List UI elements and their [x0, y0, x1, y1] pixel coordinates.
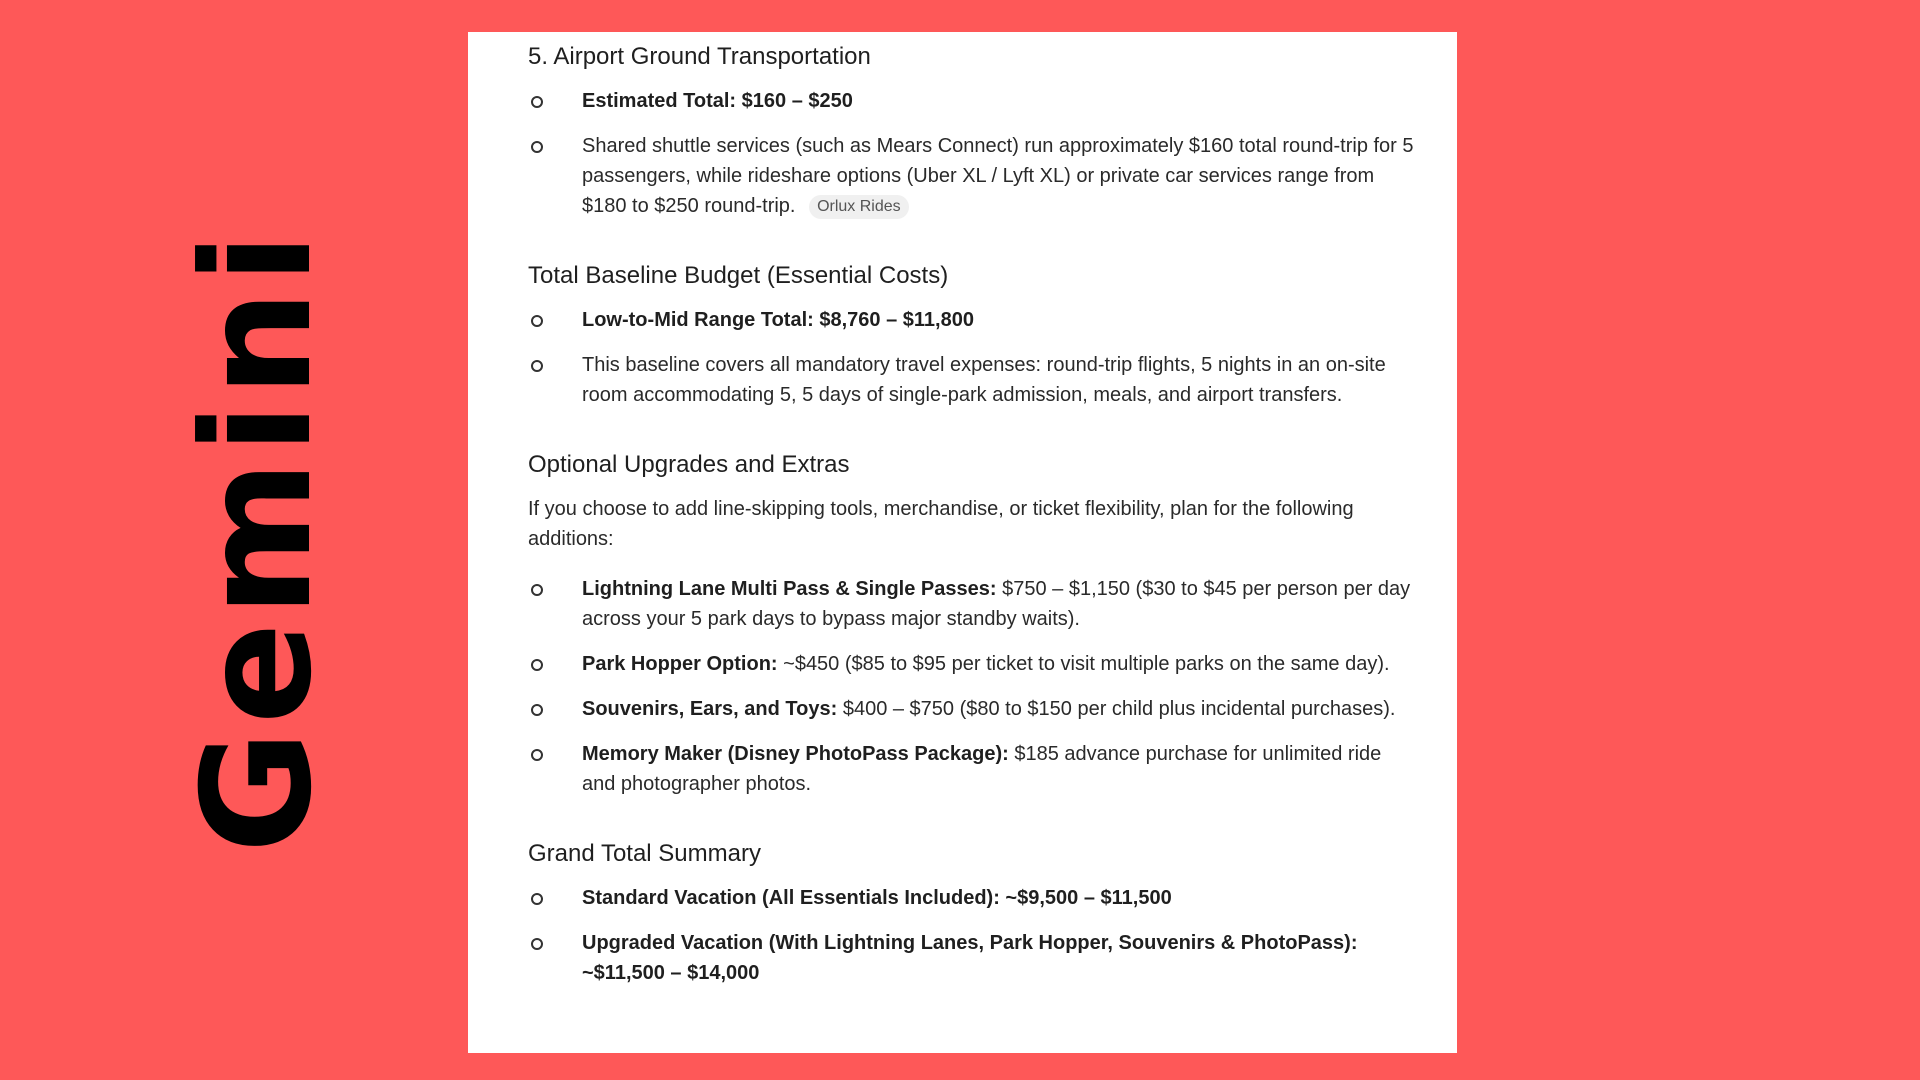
section-title: 5. Airport Ground Transportation — [528, 43, 871, 70]
list-item — [528, 350, 1417, 410]
hollow-bullet-icon — [531, 659, 543, 671]
list-item — [528, 739, 1417, 799]
list-item — [528, 86, 1417, 116]
item-bold-text: Standard Vacation (All Essentials Included): ~$9,500 – $11,500 — [582, 887, 1172, 909]
item-text: Shared shuttle services (such as Mears Connect) run approximately $160 total round-trip for 5 passengers, while rideshare options (Uber XL / Lyft XL) or private car services range from $180 to $250 round-trip. — [582, 135, 1414, 217]
section-title: Optional Upgrades and Extras — [528, 451, 850, 478]
gemini-brand-title: Gemini — [171, 226, 345, 854]
item-bold-text: Low-to-Mid Range Total: $8,760 – $11,800 — [582, 309, 974, 331]
item-bold-text: Upgraded Vacation (With Lightning Lanes, Park Hopper, Souvenirs & PhotoPass): ~$11,500 – $14,000 — [582, 932, 1358, 984]
item-bold-text: Lightning Lane Multi Pass & Single Passes: — [582, 578, 997, 600]
item-bold-text: Estimated Total: $160 – $250 — [582, 90, 853, 112]
hollow-bullet-icon — [531, 704, 543, 716]
list-item — [528, 574, 1417, 634]
item-text: $750 – $1,150 ($30 to $45 per person per day across your 5 park days to bypass major standby waits). — [582, 578, 1411, 630]
hollow-bullet-icon — [531, 584, 543, 596]
item-bold-text: Memory Maker (Disney PhotoPass Package): — [582, 743, 1009, 765]
section-title: Total Baseline Budget (Essential Costs) — [528, 262, 949, 289]
section-optional-upgrades — [528, 450, 1417, 799]
item-bold-text: Park Hopper Option: — [582, 653, 778, 675]
hollow-bullet-icon — [531, 141, 543, 153]
list-item — [528, 305, 1417, 335]
item-text: This baseline covers all mandatory travel expenses: round-trip flights, 5 nights in an on-site room accommodating 5, 5 days of single-park admission, meals, and airport transfers. — [582, 354, 1386, 406]
item-text: $400 – $750 ($80 to $150 per child plus incidental purchases). — [837, 698, 1396, 720]
list-item — [528, 883, 1417, 913]
hollow-bullet-icon — [531, 938, 543, 950]
hollow-bullet-icon — [531, 749, 543, 761]
list-item — [528, 649, 1417, 679]
section-baseline-budget — [528, 261, 1417, 410]
bullet-list — [528, 305, 1417, 410]
bullet-list — [528, 574, 1417, 799]
section-airport-transportation — [528, 42, 1417, 221]
hollow-bullet-icon — [531, 96, 543, 108]
bullet-list — [528, 883, 1417, 988]
source-chip[interactable]: Orlux Rides — [809, 195, 909, 219]
item-bold-text: Souvenirs, Ears, and Toys: — [582, 698, 838, 720]
response-panel — [468, 32, 1457, 1053]
item-text: $185 advance purchase for unlimited ride and photographer photos. — [582, 743, 1382, 795]
item-text: ~$450 ($85 to $95 per ticket to visit multiple parks on the same day). — [777, 653, 1390, 675]
hollow-bullet-icon — [531, 893, 543, 905]
hollow-bullet-icon — [531, 360, 543, 372]
section-title: Grand Total Summary — [528, 840, 761, 867]
list-item — [528, 131, 1417, 221]
bullet-list — [528, 86, 1417, 221]
section-intro: If you choose to add line-skipping tools, merchandise, or ticket flexibility, plan for the following additions: — [528, 498, 1354, 550]
list-item — [528, 928, 1417, 988]
section-grand-total — [528, 839, 1417, 988]
hollow-bullet-icon — [531, 315, 543, 327]
list-item — [528, 694, 1417, 724]
